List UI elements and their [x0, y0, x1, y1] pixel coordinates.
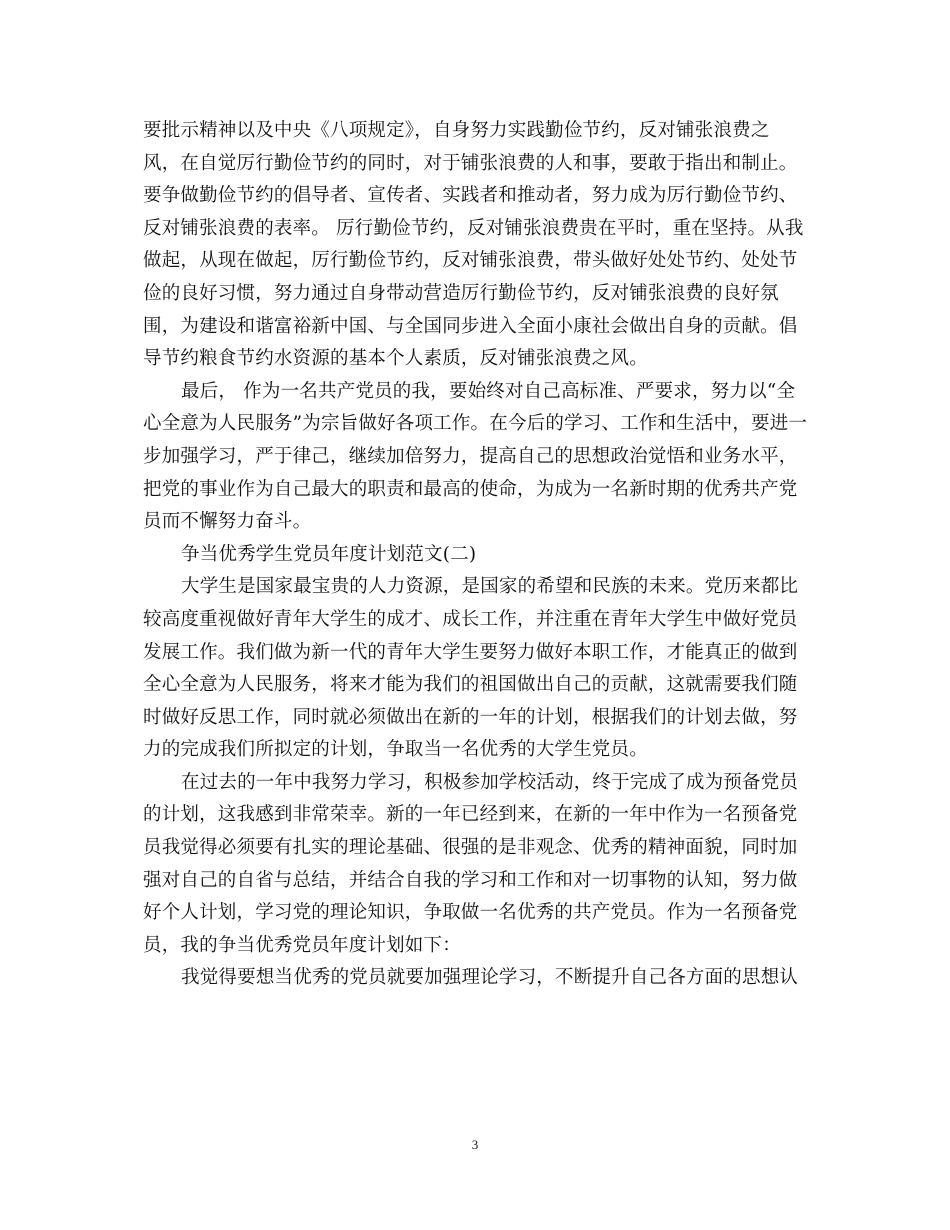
text-line: 全心全意为人民服务，将来才能为我们的祖国做出自己的贡献，这就需要我们随	[143, 674, 798, 696]
text-line: 步加强学习，严于律己，继续加倍努力，提高自己的思想政治觉悟和业务水平，	[143, 445, 798, 467]
text-line: 争当优秀学生党员年度计划范文(二)	[181, 543, 477, 565]
text-line: 员，我的争当优秀党员年度计划如下：	[143, 934, 461, 956]
body-text	[143, 115, 807, 995]
text-line: 心全意为人民服务”为宗旨做好各项工作。在今后的学习、工作和生活中，要进一	[143, 413, 807, 435]
page-number: 3	[471, 1137, 479, 1152]
text-line: 好个人计划，学习党的理论知识，争取做一名优秀的共产党员。作为一名预备党	[143, 902, 798, 924]
text-line: 要批示精神以及中央《八项规定》，自身努力实践勤俭节约，反对铺张浪费之	[143, 120, 770, 141]
text-line: 俭的良好习惯，努力通过自身带动营造厉行勤俭节约，反对铺张浪费的良好氛	[143, 282, 779, 304]
text-line: 导节约粮食节约水资源的基本个人素质，反对铺张浪费之风。	[143, 348, 648, 370]
text-line: 力的完成我们所拟定的计划，争取当一名优秀的大学生党员。	[143, 739, 648, 761]
text-line: 做起，从现在做起，厉行勤俭节约，反对铺张浪费，带头做好处处节约、处处节	[143, 250, 798, 272]
text-line: 较高度重视做好青年大学生的成才、成长工作，并注重在青年大学生中做好党员	[143, 608, 798, 630]
text-line: 我觉得要想当优秀的党员就要加强理论学习，不断提升自己各方面的思想认	[181, 967, 799, 989]
text-line: 大学生是国家最宝贵的人力资源，是国家的希望和民族的未来。党历来都比	[181, 576, 799, 598]
text-line: 最后， 作为一名共产党员的我，要始终对自己高标准、严要求，努力以“全	[181, 380, 796, 402]
text-line: 员而不懈努力奋斗。	[143, 511, 312, 533]
text-line: 的计划，这我感到非常荣幸。新的一年已经到来，在新的一年中作为一名预备党	[143, 804, 798, 826]
text-line: 时做好反思工作，同时就必须做出在新的一年的计划，根据我们的计划去做，努	[143, 706, 798, 728]
text-line: 要争做勤俭节约的倡导者、宣传者、实践者和推动者，努力成为厉行勤俭节约、	[143, 185, 798, 207]
text-line: 风，在自觉厉行勤俭节约的同时，对于铺张浪费的人和事，要敢于指出和制止。	[143, 152, 798, 174]
text-line: 员我觉得必须要有扎实的理论基础、很强的是非观念、优秀的精神面貌，同时加	[143, 837, 798, 859]
text-line: 在过去的一年中我努力学习，积极参加学校活动，终于完成了成为预备党员	[181, 771, 799, 793]
text-line: 把党的事业作为自己最大的职责和最高的使命，为成为一名新时期的优秀共产党	[143, 478, 798, 500]
text-line: 强对自己的自省与总结，并结合自我的学习和工作和对一切事物的认知，努力做	[143, 869, 798, 891]
text-line: 发展工作。我们做为新一代的青年大学生要努力做好本职工作，才能真正的做到	[143, 641, 798, 663]
text-line: 围，为建设和谐富裕新中国、与全国同步进入全面小康社会做出自身的贡献。倡	[143, 315, 798, 337]
text-line: 反对铺张浪费的表率。 厉行勤俭节约，反对铺张浪费贵在平时，重在坚持。从我	[143, 217, 804, 239]
